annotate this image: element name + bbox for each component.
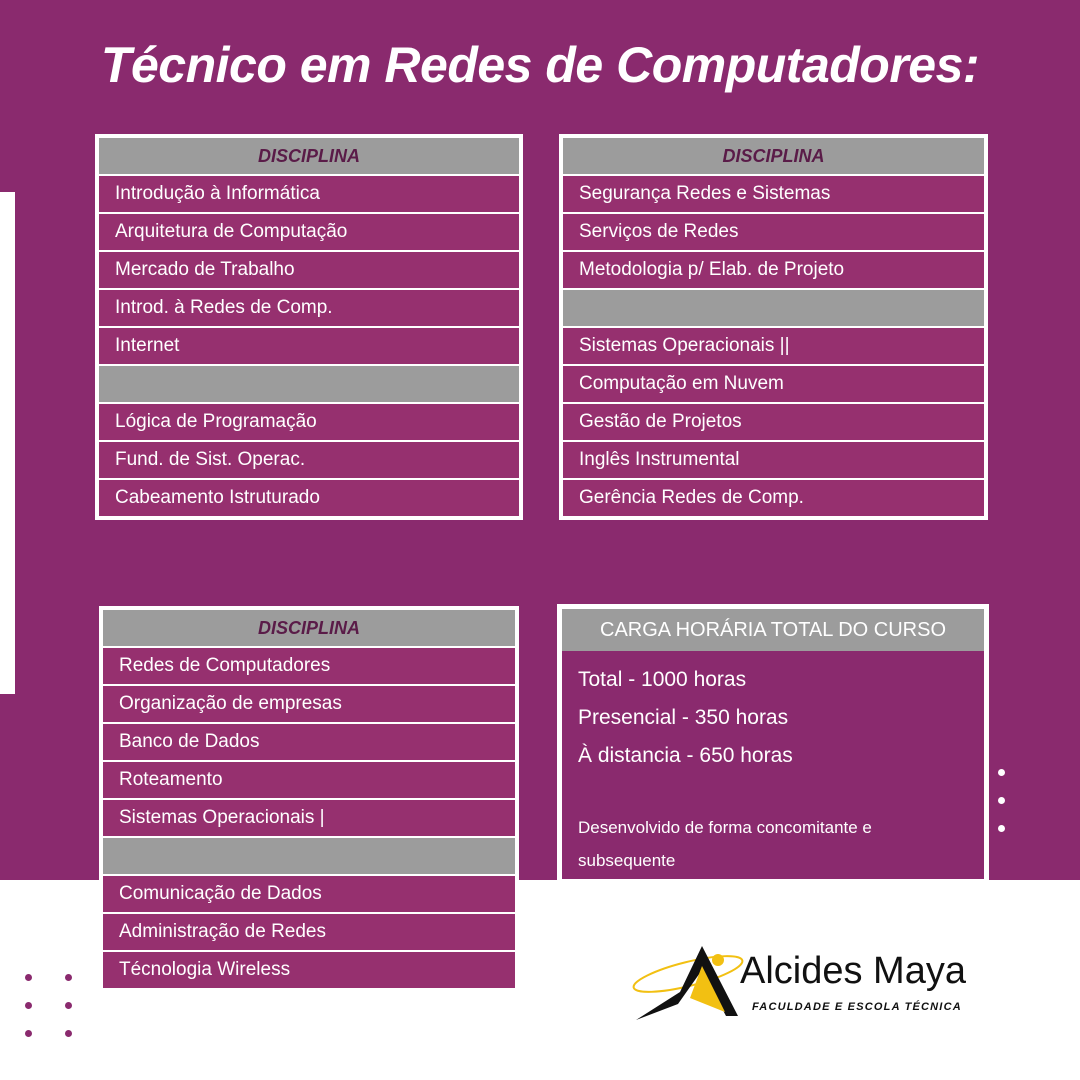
- table-header: DISCIPLINA: [563, 138, 984, 174]
- table-row: Banco de Dados: [99, 722, 519, 760]
- table-row: Cabeamento Istruturado: [99, 478, 519, 516]
- disciplines-table-3: [95, 602, 523, 992]
- decorative-dot: [65, 1030, 72, 1037]
- decorative-dot: [998, 797, 1005, 804]
- total-hours: Total - 1000 horas: [578, 668, 747, 691]
- table-row: Introdução à Informática: [99, 174, 519, 212]
- table-separator-row: [563, 288, 984, 326]
- table-row: Segurança Redes e Sistemas: [563, 174, 984, 212]
- table-row: Mercado de Trabalho: [99, 250, 519, 288]
- table-separator-row: [99, 364, 519, 402]
- table-row: Administração de Redes: [99, 912, 519, 950]
- logo-name: Alcides Maya: [740, 950, 966, 992]
- course-hours-box: [557, 604, 989, 888]
- table-row: Técnologia Wireless: [99, 950, 519, 988]
- table-row: Roteamento: [99, 760, 519, 798]
- table-row: Metodologia p/ Elab. de Projeto: [563, 250, 984, 288]
- disciplines-table-1: [95, 134, 523, 520]
- presencial-hours: Presencial - 350 horas: [578, 706, 789, 729]
- table-row: Sistemas Operacionais |: [99, 798, 519, 836]
- table-row: Serviços de Redes: [563, 212, 984, 250]
- disciplines-table-2: [559, 134, 988, 520]
- table-header: DISCIPLINA: [99, 138, 519, 174]
- table-header: DISCIPLINA: [99, 606, 519, 646]
- table-row: Lógica de Programação: [99, 402, 519, 440]
- table-row: Sistemas Operacionais ||: [563, 326, 984, 364]
- table-row: Computação em Nuvem: [563, 364, 984, 402]
- course-hours-body: [562, 651, 984, 879]
- page-title: Técnico em Redes de Computadores:: [100, 37, 980, 93]
- decorative-dot: [65, 1002, 72, 1009]
- left-white-stripe: [0, 192, 15, 694]
- course-hours-header: CARGA HORÁRIA TOTAL DO CURSO: [562, 609, 984, 651]
- decorative-dot: [25, 1002, 32, 1009]
- table-row: Internet: [99, 326, 519, 364]
- decorative-dot: [998, 769, 1005, 776]
- decorative-dot: [998, 825, 1005, 832]
- table-row: Introd. à Redes de Comp.: [99, 288, 519, 326]
- table-row: Comunicação de Dados: [99, 874, 519, 912]
- decorative-dot: [65, 974, 72, 981]
- table-row: Fund. de Sist. Operac.: [99, 440, 519, 478]
- table-row: Organização de empresas: [99, 684, 519, 722]
- distance-hours: À distancia - 650 horas: [578, 744, 793, 767]
- decorative-dot: [25, 974, 32, 981]
- table-row: Arquitetura de Computação: [99, 212, 519, 250]
- table-row: Gestão de Projetos: [563, 402, 984, 440]
- course-note: Desenvolvido de forma concomitante e subsequente: [578, 818, 872, 870]
- table-row: Redes de Computadores: [99, 646, 519, 684]
- decorative-dot: [25, 1030, 32, 1037]
- table-row: Inglês Instrumental: [563, 440, 984, 478]
- logo-subtitle: FACULDADE E ESCOLA TÉCNICA: [752, 1001, 962, 1013]
- table-separator-row: [99, 836, 519, 874]
- table-row: Gerência Redes de Comp.: [563, 478, 984, 516]
